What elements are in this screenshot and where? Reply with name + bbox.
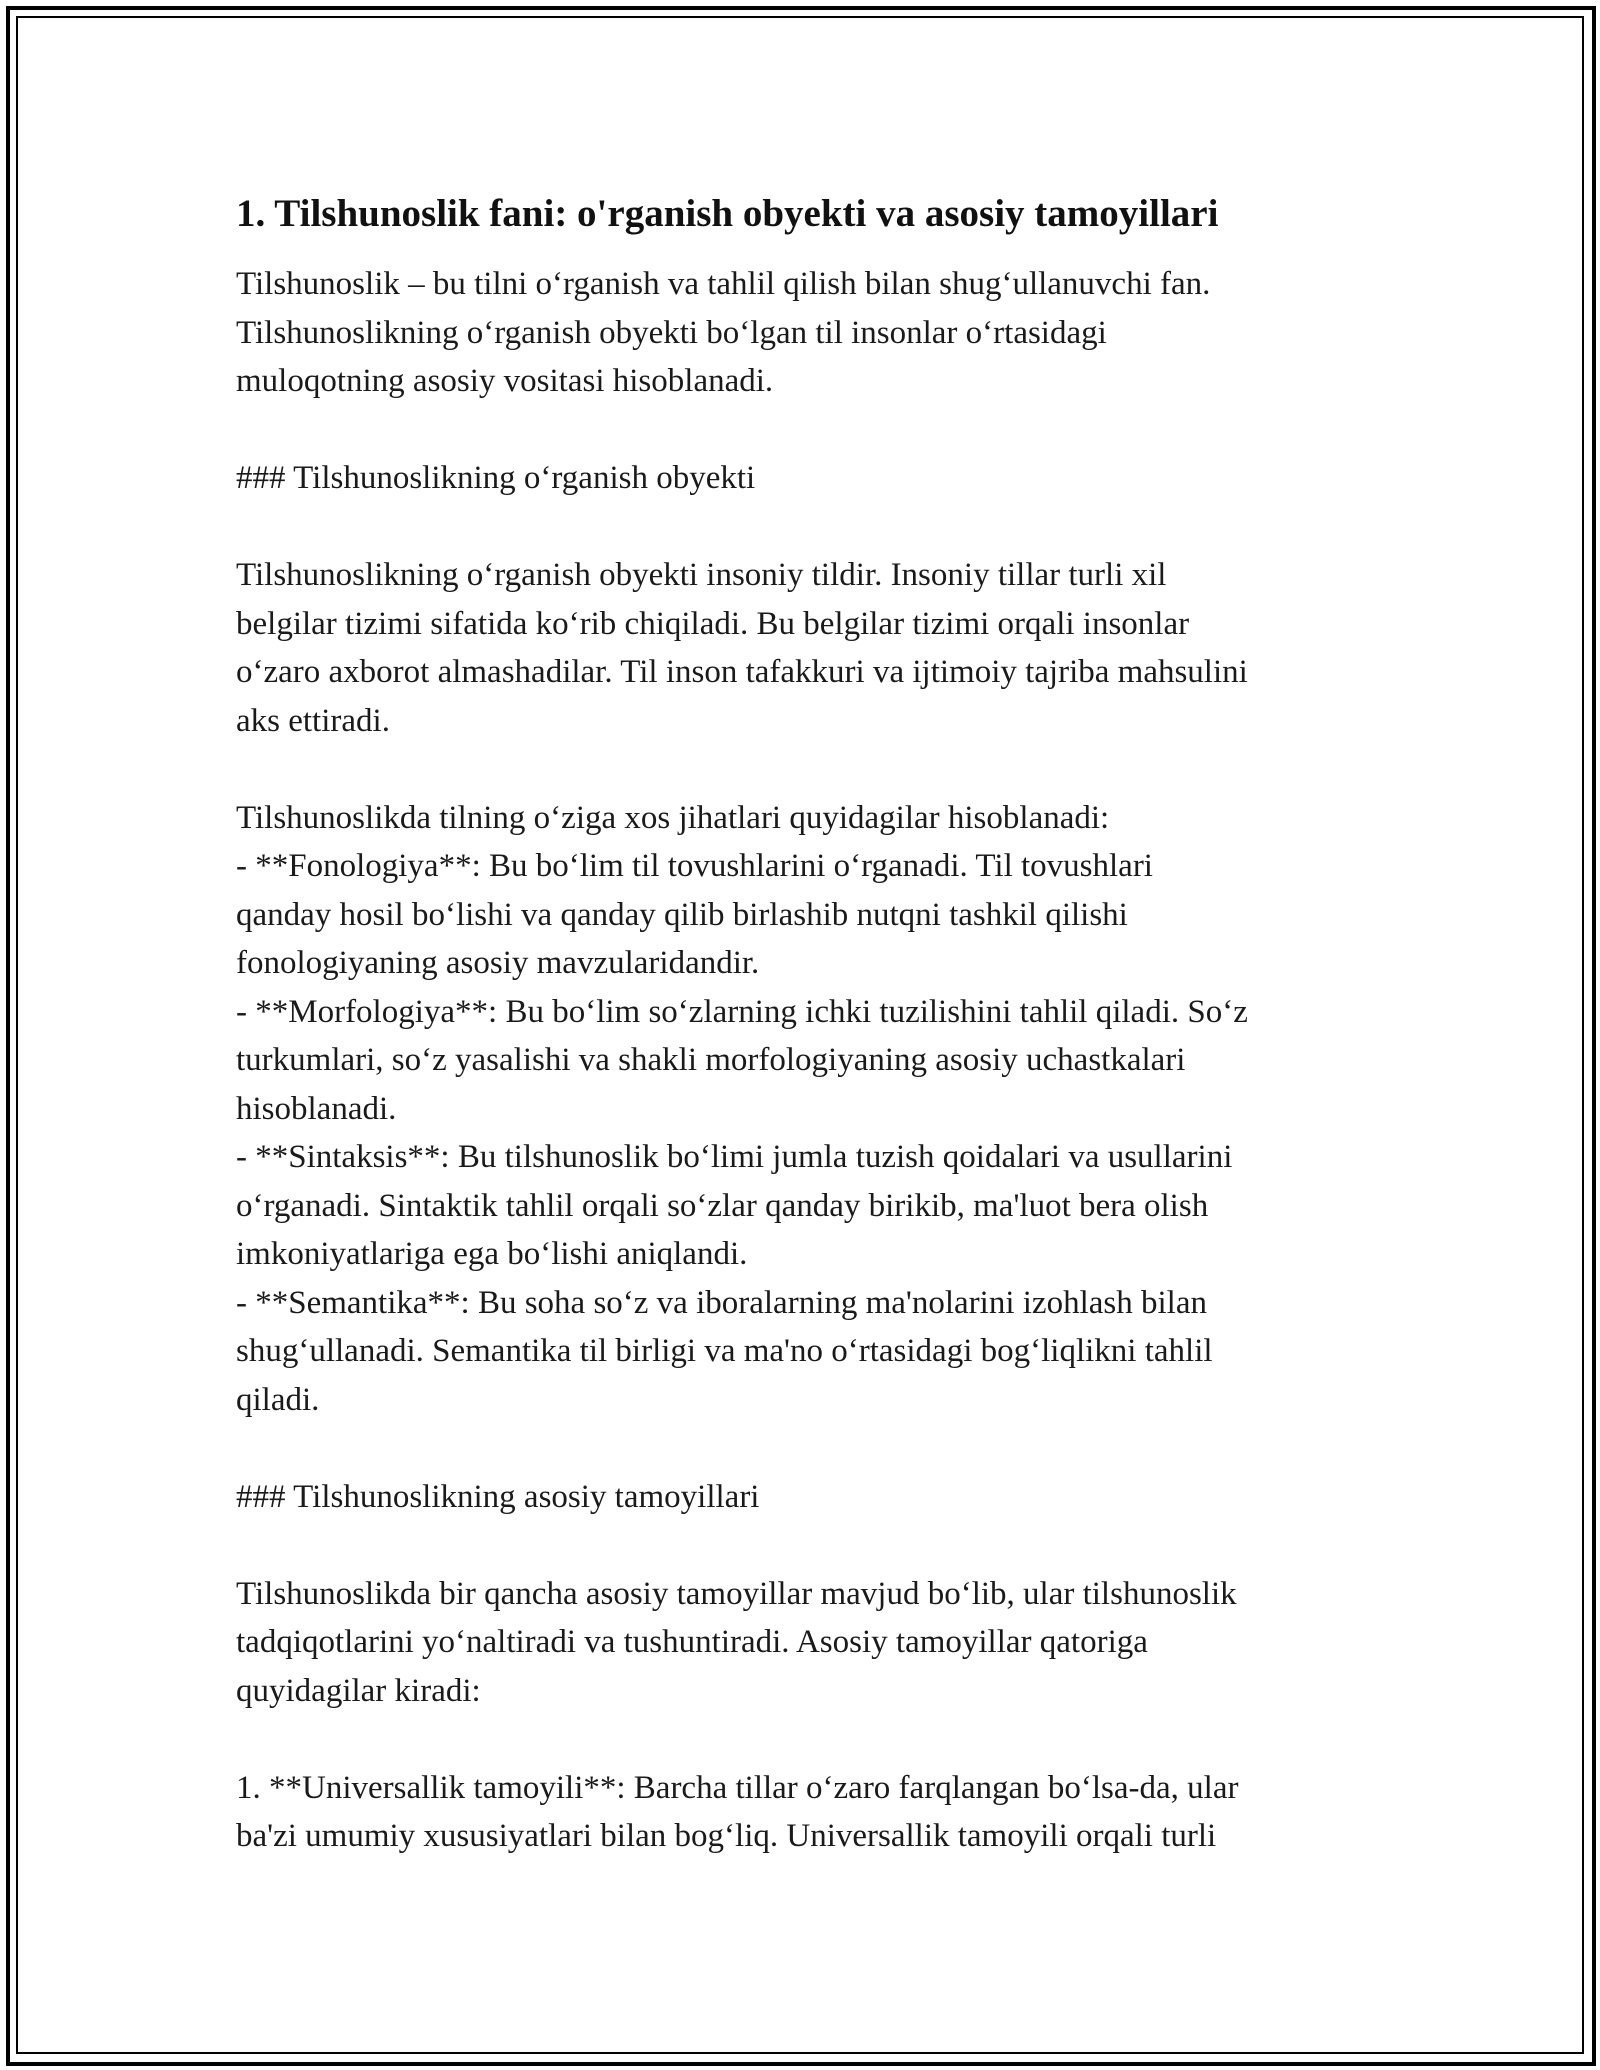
spacer — [236, 406, 1376, 455]
spacer — [236, 1715, 1376, 1764]
aspects-intro: Tilshunoslikda tilning o‘ziga xos jihatlari quyidagilar hisoblanadi: — [236, 799, 1110, 836]
document-body — [236, 188, 1376, 1861]
section-principles-paragraph: Tilshunoslikda bir qancha asosiy tamoyillar mavjud bo‘lib, ular tilshunoslik tadqiqotlarini yo‘naltiradi va tushuntiradi. Asosiy tamoyillar qatoriga quyidagilar kiradi: — [236, 1575, 1237, 1709]
spacer — [236, 503, 1376, 552]
aspect-item-sintaksis: - **Sintaksis**: Bu tilshunoslik bo‘limi jumla tuzish qoidalari va usullarini o‘rganadi. Sintaktik tahlil orqali so‘zlar qanday birikib, ma'luot bera olish imkoniyatlariga ega bo‘lishi aniqlandi. — [236, 1139, 1233, 1272]
document-title: 1. Tilshunoslik fani: o'rganish obyekti va asosiy tamoyillari — [236, 192, 1219, 235]
aspect-item-fonologiya: - **Fonologiya**: Bu bo‘lim til tovushlarini o‘rganadi. Til tovushlari qanday hosil bo‘lishi va qanday qilib birlashib nutqni tashkil qilishi fonologiyaning asosiy mavzularidandir. — [236, 848, 1153, 981]
spacer — [236, 745, 1376, 794]
aspect-item-morfologiya: - **Morfologiya**: Bu bo‘lim so‘zlarning ichki tuzilishini tahlil qiladi. So‘z turkumlari, so‘z yasalishi va shakli morfologiyaning asosiy uchastkalari hisoblanadi. — [236, 993, 1248, 1127]
principle-item-universallik: 1. **Universallik tamoyili**: Barcha tillar o‘zaro farqlangan bo‘lsa-da, ular ba'zi umumiy xususiyatlari bilan bog‘liq. Universallik tamoyili orqali turli — [236, 1769, 1239, 1854]
section-object-paragraph: Tilshunoslikning o‘rganish obyekti insoniy tildir. Insoniy tillar turli xil belgilar tizimi sifatida ko‘rib chiqiladi. Bu belgilar tizimi orqali insonlar o‘zaro axborot almashadilar. Til inson tafakkuri va ijtimoiy tajriba mahsulini aks ettiradi. — [236, 557, 1248, 739]
spacer — [236, 1424, 1376, 1473]
intro-paragraph: Tilshunoslik – bu tilni o‘rganish va tahlil qilish bilan shug‘ullanuvchi fan. Tilshunoslikning o‘rganish obyekti bo‘lgan til insonlar o‘rtasidagi muloqotning asosiy vositasi hisoblanadi. — [236, 266, 1211, 399]
aspect-item-semantika: - **Semantika**: Bu soha so‘z va iboralarning ma'nolarini izohlash bilan shug‘ullanadi. Semantika til birligi va ma'no o‘rtasidagi bog‘liqlikni tahlil qiladi. — [236, 1284, 1213, 1418]
section-heading-principles: ### Tilshunoslikning asosiy tamoyillari — [236, 1478, 760, 1515]
section-heading-object: ### Tilshunoslikning o‘rganish obyekti — [236, 460, 756, 496]
spacer — [236, 1521, 1376, 1570]
